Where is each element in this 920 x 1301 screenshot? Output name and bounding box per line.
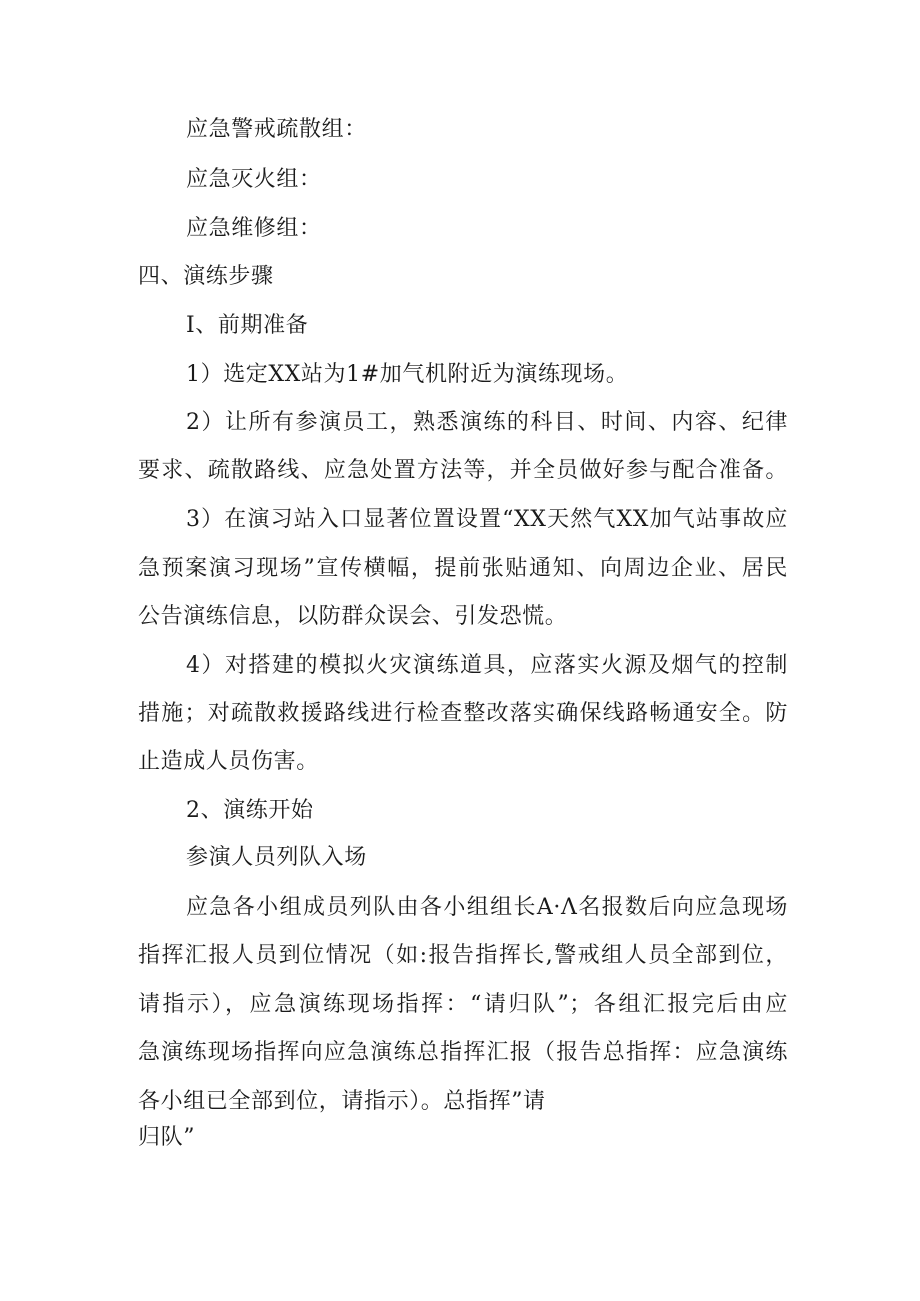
text-line-report-a: 应急各小组成员列队由各小组组长A·Λ名报数后向应急现场 xyxy=(186,895,788,920)
text-line-emergency-evacuation-group: 应急警戒疏散组： xyxy=(186,117,367,142)
text-line-step-4a: 4）对搭建的模拟火灾演练道具，应落实火源及烟气的控制 xyxy=(186,653,788,678)
text-line-step-4b: 措施；对疏散救援路线进行检查整改落实确保线路畅通安全。防 xyxy=(138,701,788,726)
section-heading-drill-steps: 四、演练步骤 xyxy=(138,264,274,289)
text-line-step-2b: 要求、疏散路线、应急处置方法等，并全员做好参与配合准备。 xyxy=(138,458,788,483)
text-line-report-b: 指挥汇报人员到位情况（如:报告指挥长,警戒组人员全部到位， xyxy=(138,943,788,968)
text-line-step-3a: 3）在演习站入口显著位置设置“XX天然气XX加气站事故应 xyxy=(186,507,788,532)
subheading-preparation: I、前期准备 xyxy=(186,313,309,338)
text-line-report-c: 请指示），应急演练现场指挥：“请归队”；各组汇报完后由应 xyxy=(138,992,788,1017)
text-line-step-4c: 止造成人员伤害。 xyxy=(138,749,319,774)
text-line-step-3c: 公告演练信息，以防群众误会、引发恐慌。 xyxy=(138,604,568,629)
text-line-maintenance-group: 应急维修组： xyxy=(186,216,322,241)
text-line-report-d: 急演练现场指挥向应急演练总指挥汇报（报告总指挥：应急演练 xyxy=(138,1040,788,1065)
text-line-step-1: 1）选定XX站为1#加气机附近为演练现场。 xyxy=(186,362,629,387)
text-line-step-2a: 2）让所有参演员工，熟悉演练的科目、时间、内容、纪律 xyxy=(186,410,788,435)
text-line-firefighting-group: 应急灭火组： xyxy=(186,167,322,192)
text-line-step-3b: 急预案演习现场”宣传横幅，提前张贴通知、向周边企业、居民 xyxy=(138,556,788,581)
subheading-drill-start: 2、演练开始 xyxy=(186,798,314,823)
text-line-entry: 参演人员列队入场 xyxy=(186,845,367,870)
text-line-report-f: 归队” xyxy=(138,1125,196,1150)
text-line-report-e: 各小组已全部到位，请指示）。总指挥”请 xyxy=(138,1089,546,1114)
